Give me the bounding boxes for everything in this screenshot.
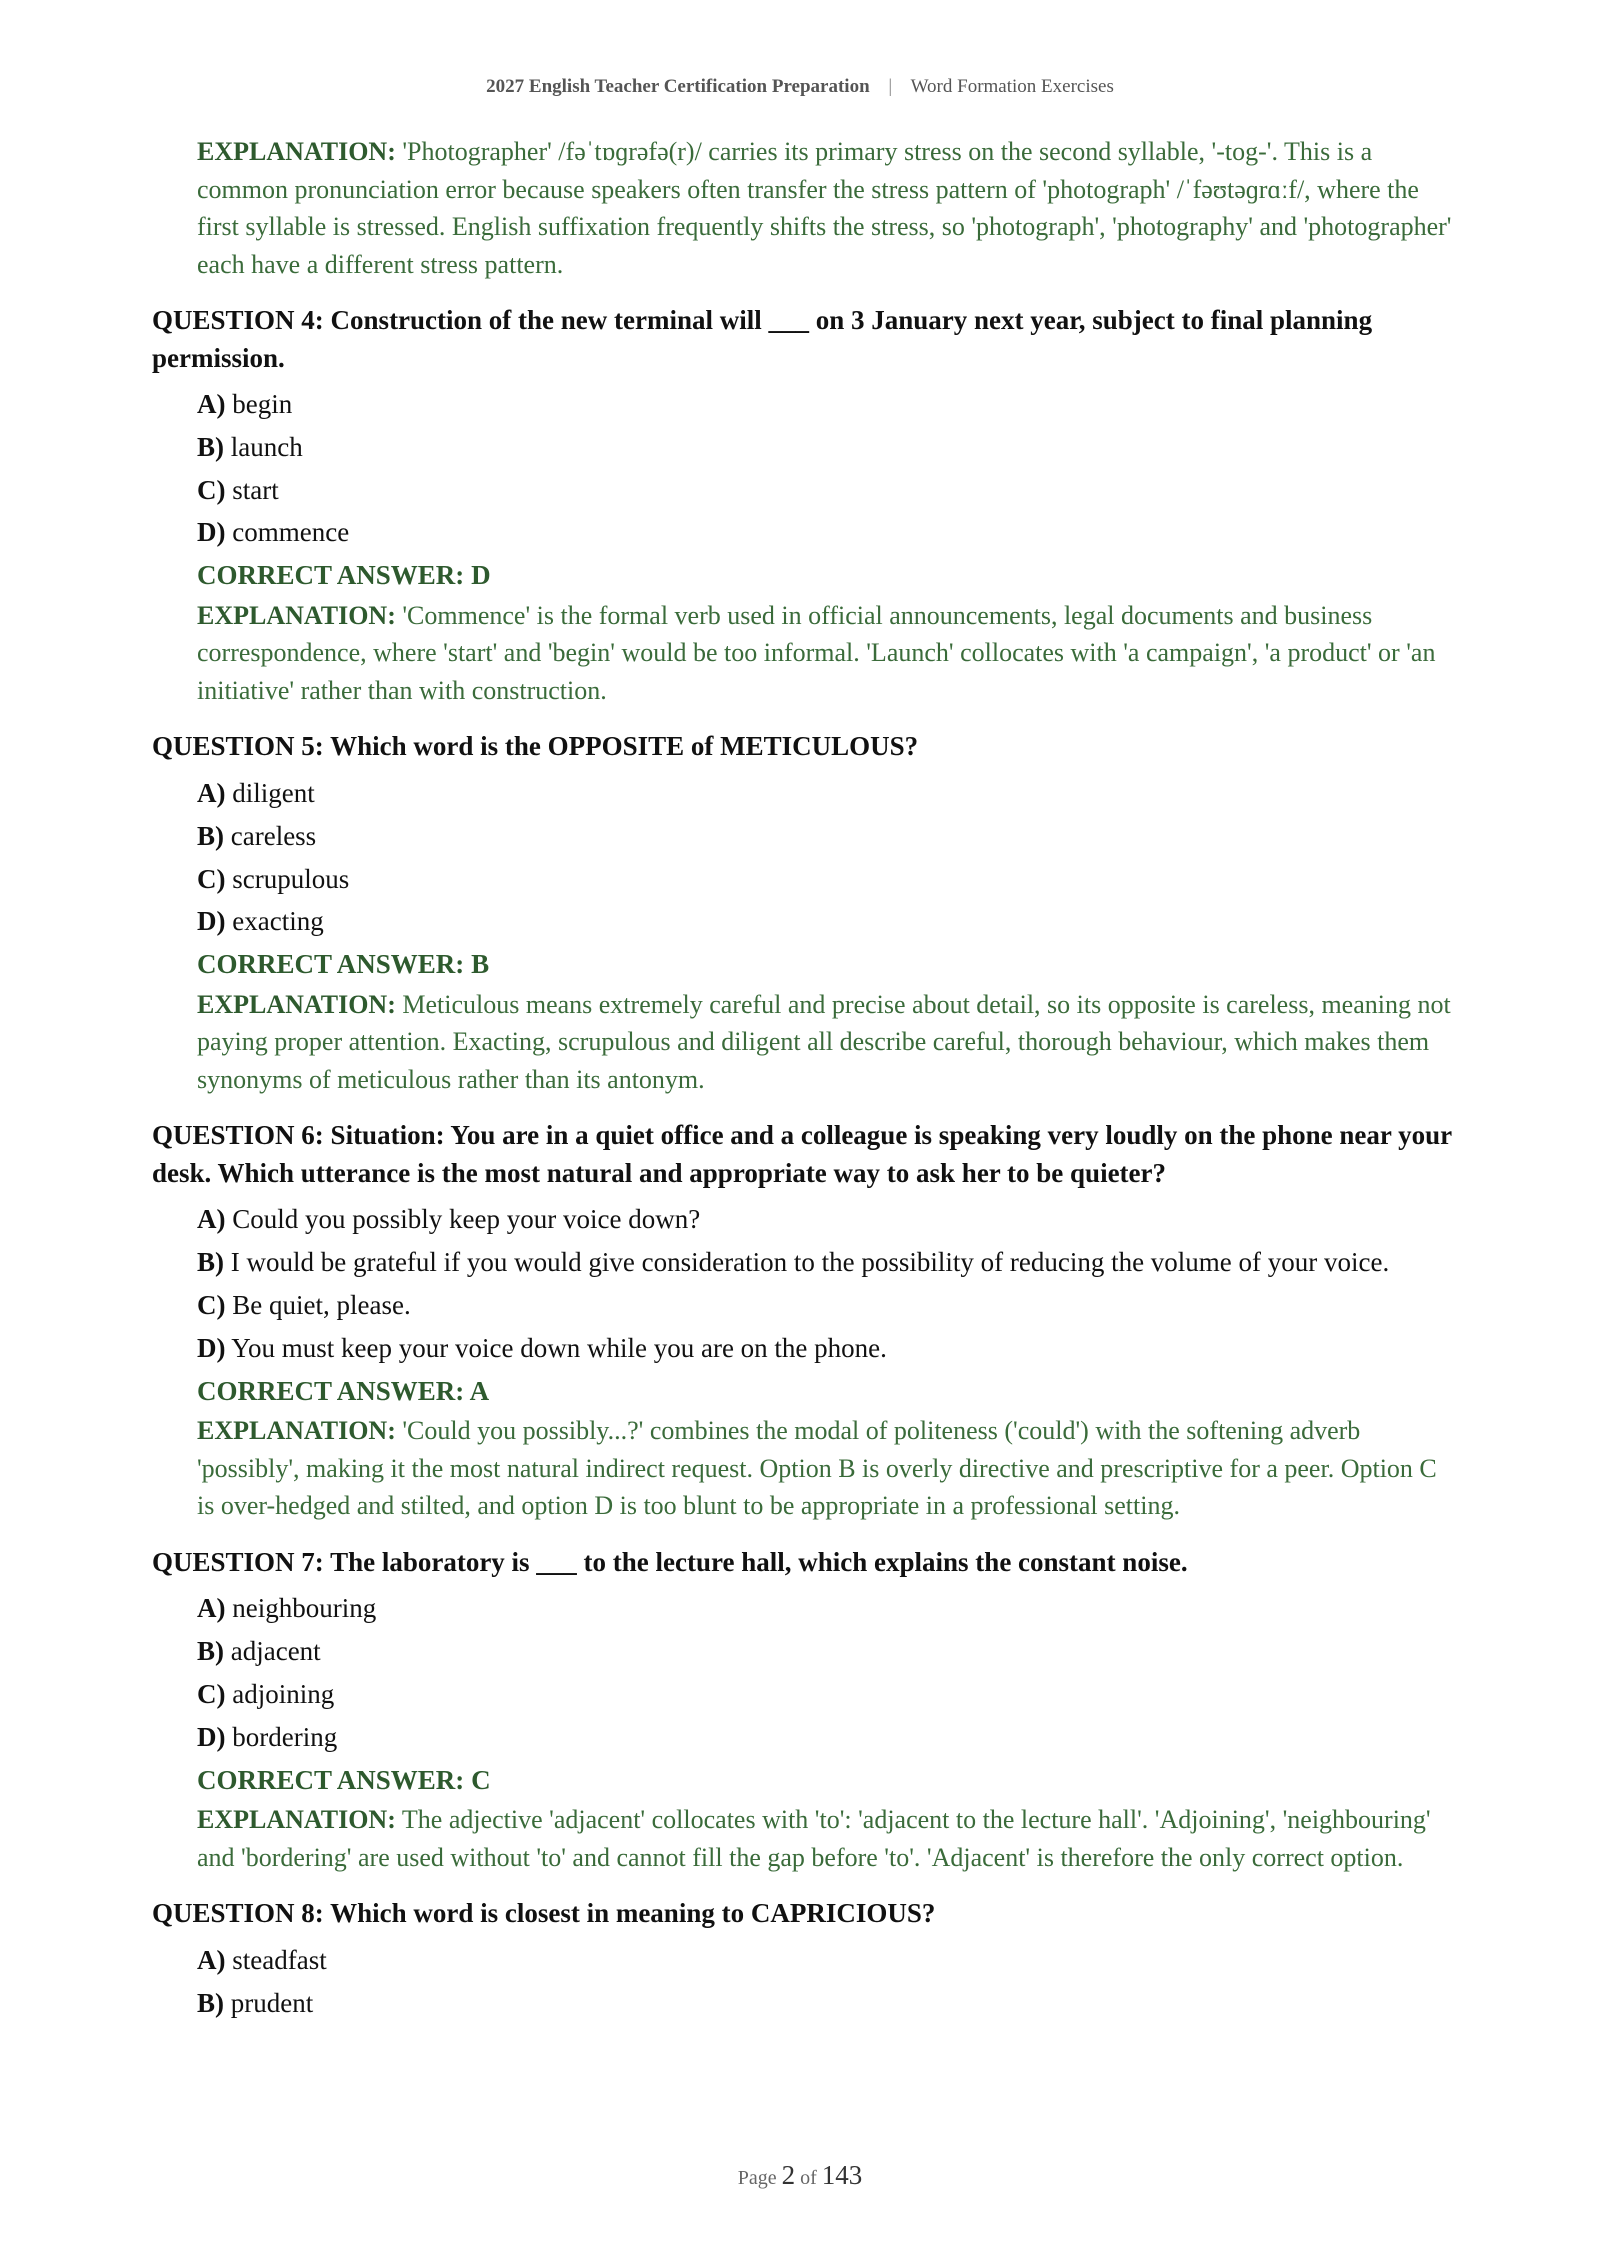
option-letter: B) [197,1247,224,1278]
option-text: start [232,474,279,505]
correct-answer-value: A [469,1375,490,1406]
option-letter: A) [197,1593,226,1624]
page-content [152,133,1452,2044]
header-title: 2027 English Teacher Certification Preparation [486,76,870,97]
option-b [197,1982,1452,2025]
option-b [197,815,1452,858]
correct-answer-label: CORRECT ANSWER: [197,1764,465,1795]
option-list [197,1587,1452,1758]
explanation [197,986,1452,1099]
explanation-text: 'Could you possibly...?' combines the modal of politeness ('could') with the softening adverb 'possibly', making it the most natural indirect request. Option B is overly directive and prescriptive for a peer. Option C is over-hedged and stilted, and option D is too blunt to be appropriate in a professional setting. [197,1416,1437,1521]
option-text: I would be grateful if you would give consideration to the possibility of reducing the volume of your voice. [230,1247,1390,1278]
running-header [0,76,1600,98]
page-number: 2 [781,2160,796,2190]
question-block-8 [152,1895,1452,2024]
option-letter: D) [197,1721,226,1752]
page-word: Page [737,2167,777,2189]
option-d [197,1716,1452,1759]
option-c [197,1284,1452,1327]
option-text: adjacent [230,1636,321,1667]
question-text [152,1895,1452,1933]
option-letter: A) [197,1944,226,1975]
header-separator: | [888,76,893,97]
correct-answer [197,1370,1452,1413]
option-a [197,1587,1452,1630]
continued-explanation-block [152,133,1452,283]
option-a [197,383,1452,426]
correct-answer-value: B [471,949,490,980]
question-stem: Situation: You are in a quiet office and a colleague is speaking very loudly on the phone near your desk. Which utterance is the most natural and appropriate way to ask her to be quieter? [152,1120,1452,1188]
option-d [197,1327,1452,1370]
option-text: commence [232,517,350,548]
option-a [197,1939,1452,1982]
explanation-label: EXPLANATION: [197,989,396,1019]
explanation-label: EXPLANATION: [197,1416,396,1446]
question-stem: Construction of the new terminal will ___ on 3 January next year, subject to final planning permission. [152,305,1373,373]
correct-answer-value: C [471,1764,491,1795]
question-label: QUESTION 7: [152,1546,324,1577]
option-text: careless [230,820,317,851]
option-list [197,772,1452,943]
question-stem: Which word is the OPPOSITE of METICULOUS? [330,731,919,762]
correct-answer [197,554,1452,597]
explanation-text: 'Commence' is the formal verb used in official announcements, legal documents and business correspondence, where 'start' and 'begin' would be too informal. 'Launch' collocates with 'a campaign', 'a product' or 'an initiative' rather than with construction. [197,600,1436,705]
option-c [197,469,1452,512]
option-text: scrupulous [232,863,350,894]
explanation-label: EXPLANATION: [197,137,396,166]
option-text: diligent [232,777,315,808]
option-letter: B) [197,1636,224,1667]
explanation [197,1801,1452,1876]
correct-answer [197,1759,1452,1802]
explanation-text: The adjective 'adjacent' collocates with 'to': 'adjacent to the lecture hall'. 'Adjoining', 'neighbouring' and 'bordering' are used without 'to' and cannot fill the gap before 'to'. 'Adjacent' is therefore the only correct option. [197,1805,1431,1872]
option-b [197,426,1452,469]
option-text: neighbouring [232,1593,377,1624]
option-text: exacting [232,906,324,937]
correct-answer-value: D [471,560,491,591]
question-label: QUESTION 8: [152,1898,324,1929]
page-total: 143 [821,2160,863,2190]
option-letter: A) [197,1204,226,1235]
explanation-text: 'Photographer' /fəˈtɒɡrəfə(r)/ carries its primary stress on the second syllable, '-tog-'. This is a common pronunciation error because speakers often transfer the stress pattern of 'photograph' /ˈfəʊtəɡrɑːf/, where the first syllable is stressed. English suffixation frequently shifts the stress, so 'photograph', 'photography' and 'photographer' each have a different stress pattern. [197,137,1452,279]
option-letter: A) [197,777,226,808]
option-text: begin [232,389,293,419]
option-letter: D) [197,1332,226,1363]
correct-answer-label: CORRECT ANSWER: [197,949,465,980]
option-text: steadfast [232,1944,327,1975]
correct-answer-label: CORRECT ANSWER: [197,1375,465,1406]
option-c [197,1673,1452,1716]
header-subtitle: Word Formation Exercises [910,76,1114,97]
option-c [197,858,1452,901]
question-block-4 [152,302,1452,709]
correct-answer-label: CORRECT ANSWER: [197,560,465,591]
option-letter: C) [197,863,226,894]
question-stem: Which word is closest in meaning to CAPRICIOUS? [330,1898,936,1929]
option-letter: B) [197,820,224,851]
option-d [197,900,1452,943]
option-list [197,1198,1452,1369]
option-text: bordering [232,1721,338,1752]
explanation [197,597,1452,710]
question-block-7 [152,1544,1452,1876]
question-block-5 [152,728,1452,1098]
option-list [197,383,1452,554]
option-text: launch [230,431,303,462]
question-text [152,302,1452,377]
option-a [197,772,1452,815]
explanation-label: EXPLANATION: [197,1805,396,1835]
question-label: QUESTION 4: [152,305,324,335]
question-stem: The laboratory is ___ to the lecture hall, which explains the constant noise. [330,1546,1188,1577]
explanation [197,133,1452,283]
option-text: adjoining [232,1679,335,1710]
correct-answer [197,943,1452,986]
option-letter: D) [197,517,226,548]
of-word: of [800,2167,817,2189]
explanation-text: Meticulous means extremely careful and precise about detail, so its opposite is careless, meaning not paying proper attention. Exacting, scrupulous and diligent all describe careful, thorough behaviour, which makes them synonyms of meticulous rather than its antonym. [197,989,1451,1094]
option-list [197,1939,1452,2025]
option-text: Be quiet, please. [232,1290,411,1321]
option-letter: C) [197,1290,226,1321]
question-block-6 [152,1117,1452,1524]
option-text: Could you possibly keep your voice down? [232,1204,701,1235]
explanation-label: EXPLANATION: [197,600,396,630]
option-letter: A) [197,389,226,419]
question-label: QUESTION 6: [152,1120,324,1151]
question-label: QUESTION 5: [152,731,324,762]
option-letter: D) [197,906,226,937]
option-text: prudent [230,1987,314,2018]
option-letter: B) [197,1987,224,2018]
option-letter: C) [197,1679,226,1710]
question-text [152,1544,1452,1582]
page-footer [0,2160,1600,2191]
option-b [197,1630,1452,1673]
option-d [197,511,1452,554]
option-text: You must keep your voice down while you are on the phone. [231,1332,887,1363]
option-letter: B) [197,431,224,462]
explanation [197,1412,1452,1525]
option-letter: C) [197,474,226,505]
question-text [152,728,1452,766]
question-text [152,1117,1452,1192]
option-a [197,1198,1452,1241]
option-b [197,1241,1452,1284]
